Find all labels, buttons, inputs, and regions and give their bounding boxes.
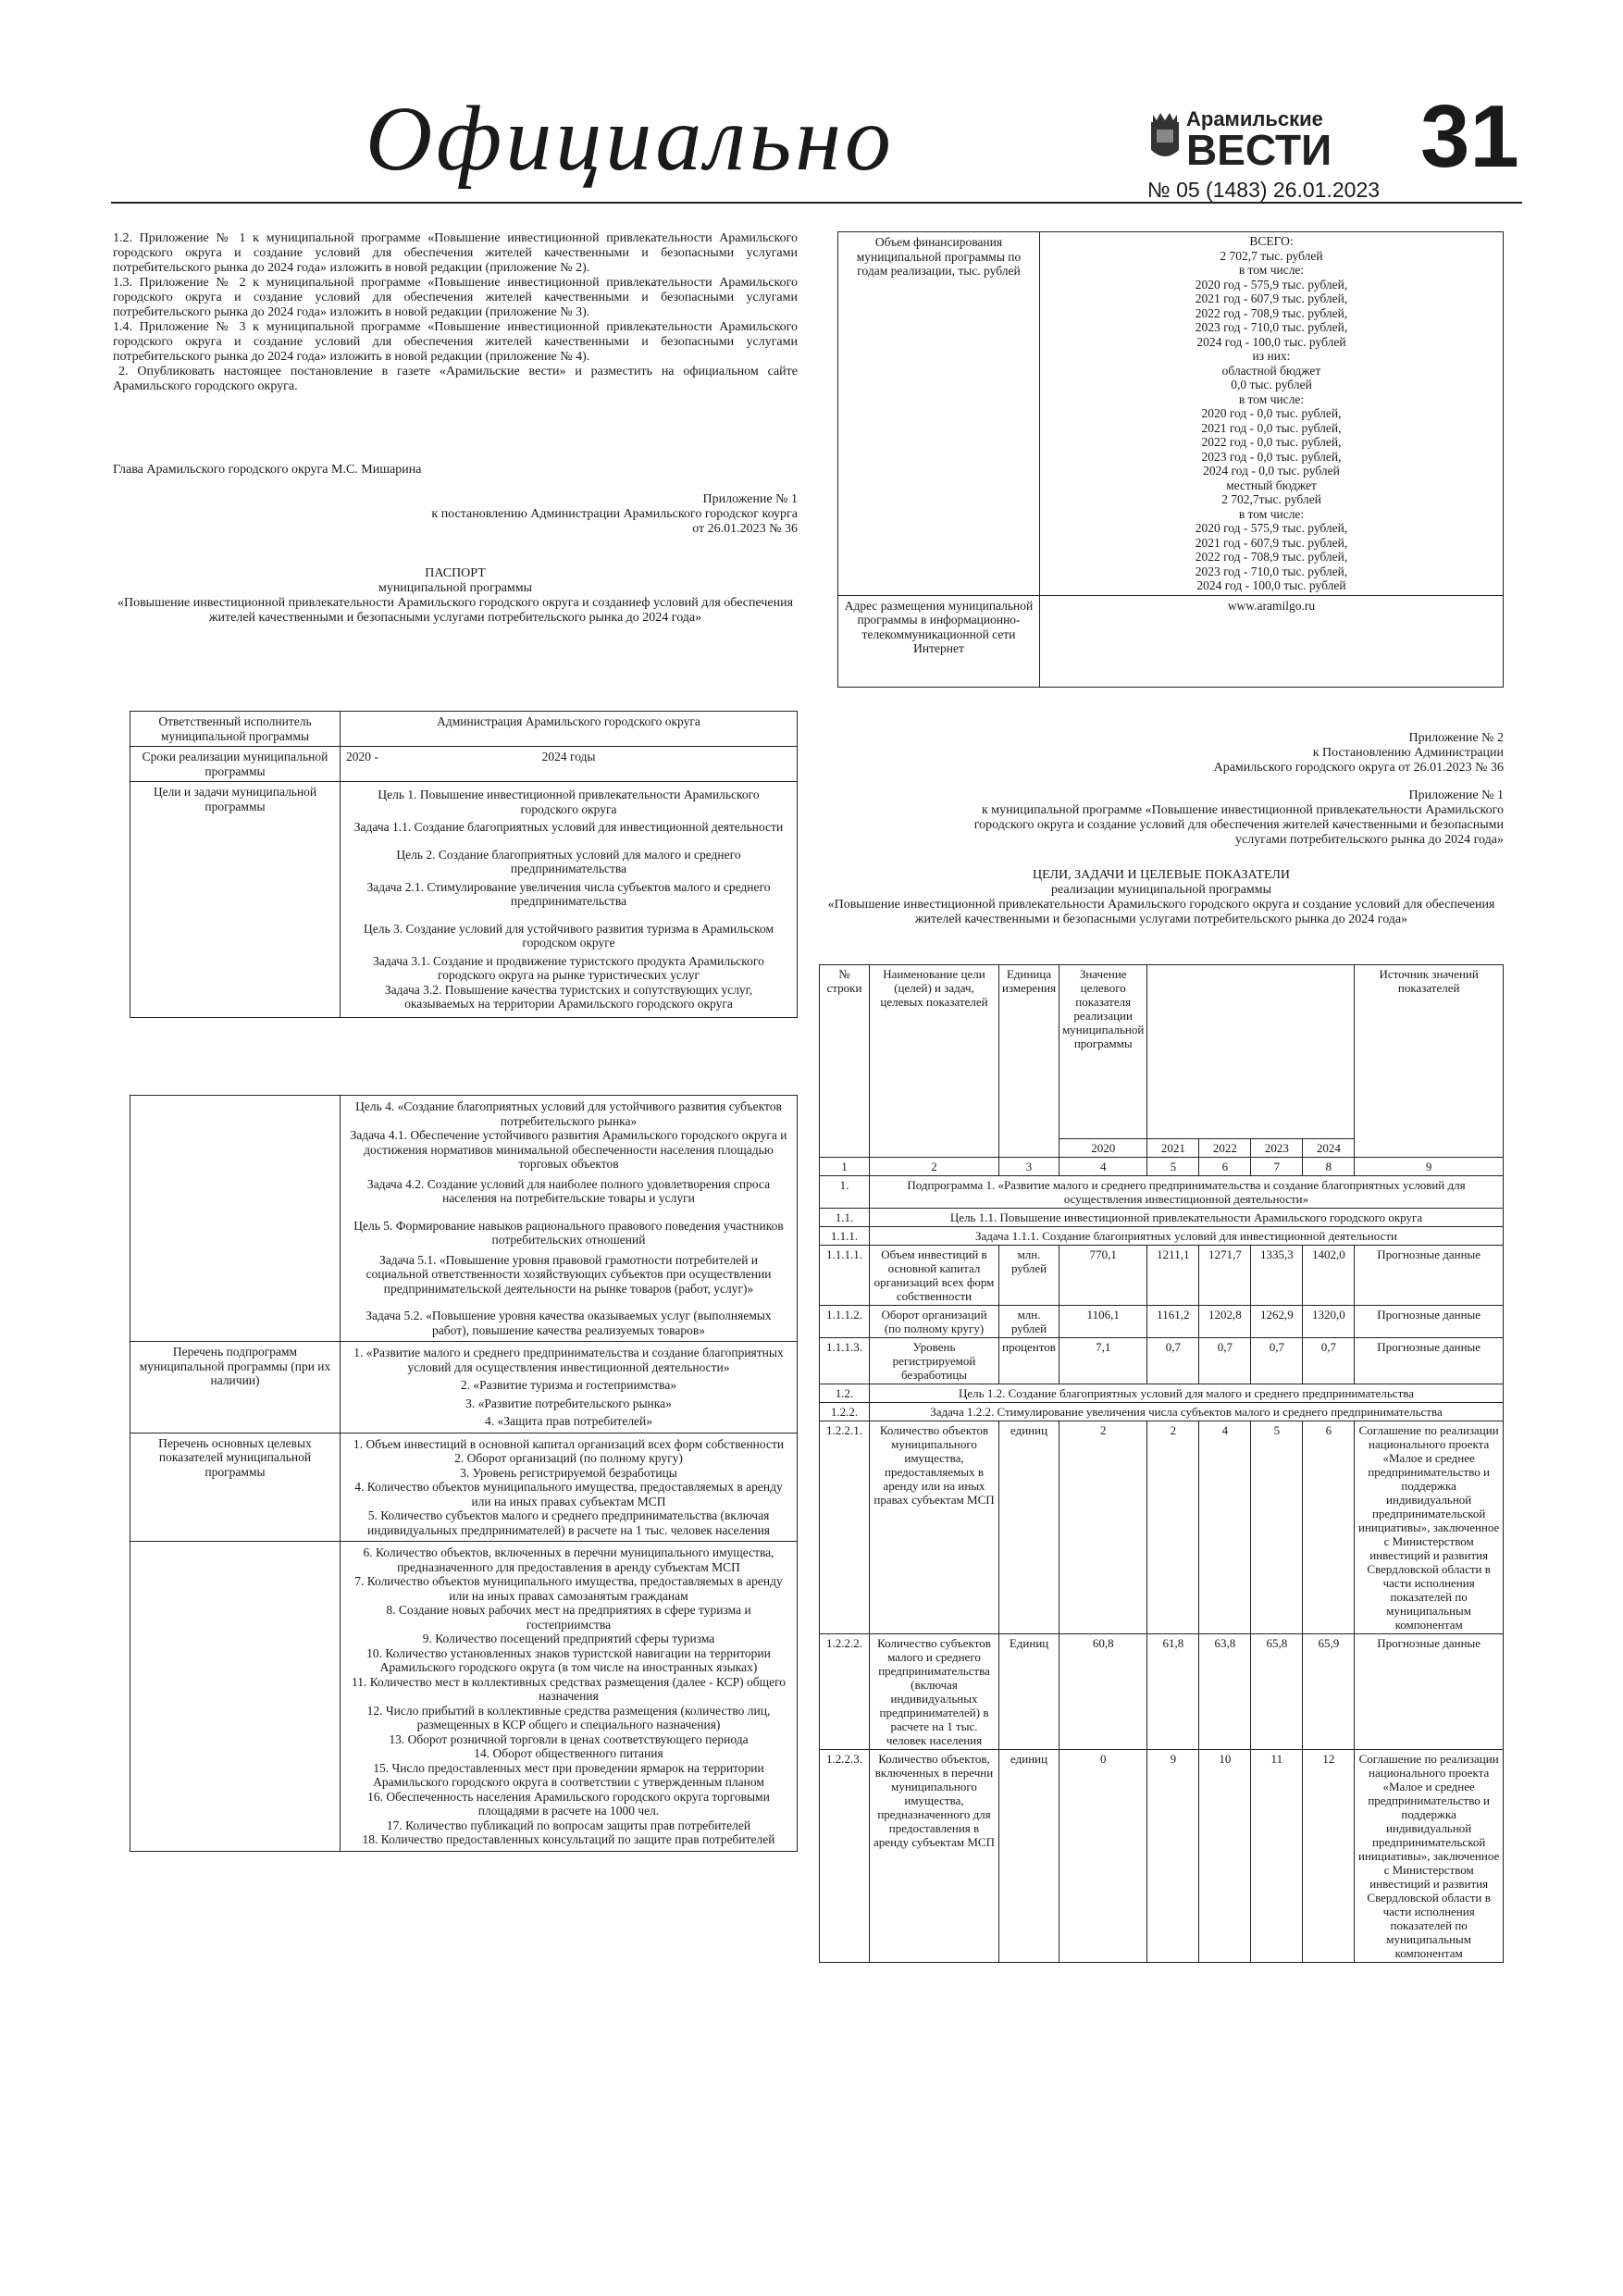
value-cell: 1202,8	[1199, 1306, 1251, 1338]
table-cell	[1040, 232, 1504, 596]
value-cell: 12	[1303, 1750, 1355, 1963]
intro-paragraph: 1.4. Приложение № 3 к муниципальной программе «Повышение инвестиционной привлекательности Арамильского городского округа и создание условий для обеспечения жителей качественными и безопасными услугами потребительского рынка до 2024 года» изложить в новой редакции (приложение № 4).	[113, 320, 798, 364]
subprogram-item: 2. «Развитие туризма и гостеприимства»	[460, 1378, 677, 1392]
table-row	[838, 232, 1504, 596]
indicator-row	[820, 1338, 1504, 1384]
table-cell	[341, 1096, 798, 1342]
goal-item: Цель 4. «Создание благоприятных условий для устойчивого развития субъектов потребительского рынка»	[355, 1099, 782, 1128]
table-cell: Цели и задачи муниципальной программы	[130, 782, 341, 1018]
value-cell: 1402,0	[1303, 1246, 1355, 1306]
table-row	[130, 747, 798, 782]
financing-line: в том числе:	[1238, 506, 1305, 521]
task-item: Задача 5.1. «Повышение уровня правовой грамотности потребителей и социальной ответственности хозяйствующих субъектов при осуществлении предпринимательской деятельности на рынке товаров (работ, услуг)»	[365, 1252, 772, 1296]
signature: Глава Арамильского городского округа М.С. Мишарина	[113, 463, 422, 477]
value-cell: 0,7	[1147, 1338, 1199, 1384]
table-row	[838, 595, 1504, 687]
intro-paragraph: 2. Опубликовать настоящее постановление в газете «Арамильские вести» и разместить на официальном сайте Арамильского городского округа.	[113, 365, 798, 393]
value-cell: 9	[1147, 1750, 1199, 1963]
value-cell: 1335,3	[1251, 1246, 1303, 1306]
indicator-item: 13. Оборот розничной торговли в ценах соответствующего периода	[389, 1731, 749, 1746]
year-header: 2020	[1059, 1139, 1147, 1158]
value-cell: 7,1	[1059, 1338, 1147, 1384]
financing-line: 2024 год - 100,0 тыс. рублей	[1196, 578, 1346, 592]
table-cell: Адрес размещения муниципальной программы в информационно-телекоммуникационной сети Интернет	[838, 595, 1040, 687]
table-cell	[1251, 965, 1303, 1139]
table-row	[130, 1096, 798, 1342]
appendix-line: городского округа и создание условий для обеспечения жителей качественными и безопасными	[973, 818, 1504, 832]
value-cell: 1262,9	[1251, 1306, 1303, 1338]
task-item: Задача 2.1. Стимулирование увеличения числа субъектов малого и среднего предпринимательства	[366, 879, 771, 908]
column-number: 5	[1147, 1158, 1199, 1176]
financing-line: 2024 год - 100,0 тыс. рублей	[1196, 334, 1346, 349]
appendix-line: Арамильского городского округа от 26.01.2023 № 36	[1213, 761, 1504, 775]
financing-line: местный бюджет	[1226, 478, 1317, 492]
appendix-line: к муниципальной программе «Повышение инвестиционной привлекательности Арамильского	[981, 803, 1504, 817]
value-cell: 0,7	[1303, 1338, 1355, 1384]
unit-cell: млн. рублей	[999, 1306, 1059, 1338]
financing-line: 2020 год - 575,9 тыс. рублей,	[1195, 277, 1348, 292]
indicator-item: 6. Количество объектов, включенных в перечни муниципального имущества, предназначенного для предоставления в аренду субъектам МСП	[363, 1545, 774, 1574]
passport-table-2	[130, 1095, 798, 1852]
appendix-line: к постановлению Администрации Арамильского городског коурга	[431, 507, 798, 521]
section-row	[820, 1227, 1504, 1246]
financing-line: 2020 год - 575,9 тыс. рублей,	[1195, 521, 1348, 535]
goal-item: Цель 1. Повышение инвестиционной привлекательности Арамильского городского округа	[378, 788, 760, 816]
row-number: 1.2.2.2.	[820, 1634, 870, 1750]
column-header: Наименование цели (целей) и задач, целевых показателей	[870, 965, 999, 1158]
value-cell: 770,1	[1059, 1246, 1147, 1306]
task-item: Задача 4.1. Обеспечение устойчивого развития Арамильского городского округа и достижения нормативов минимальной обеспеченности населения площадью торговых объектов	[350, 1128, 787, 1171]
indicator-item: 17. Количество публикаций по вопросам защиты прав потребителей	[386, 1818, 751, 1832]
page-number: 31	[1420, 87, 1519, 186]
financing-line: в том числе:	[1238, 263, 1305, 277]
indicator-item: 8. Создание новых рабочих мест на предприятиях в сфере туризма и гостеприимства	[386, 1603, 751, 1632]
value-cell: 1211,1	[1147, 1246, 1199, 1306]
table-cell	[130, 1096, 341, 1342]
appendix-line: от 26.01.2023 № 36	[692, 522, 798, 536]
goals-title: ЦЕЛИ, ЗАДАЧИ И ЦЕЛЕВЫЕ ПОКАЗАТЕЛИ	[1033, 868, 1290, 882]
goal-item: Цель 5. Формирование навыков рационального правового поведения участников потребительских отношений	[353, 1218, 784, 1247]
unit-cell: Единиц	[999, 1634, 1059, 1750]
newspaper-logo	[1147, 102, 1369, 176]
indicator-row	[820, 1306, 1504, 1338]
value-cell: 1271,7	[1199, 1246, 1251, 1306]
indicator-row	[820, 1421, 1504, 1634]
section-title: Подпрограмма 1. «Развитие малого и среднего предпринимательства и создание благоприятных условий для осуществления инвестиционной деятельности»	[870, 1176, 1504, 1209]
indicator-name: Уровень регистрируемой безработицы	[870, 1338, 999, 1384]
year-header: 2022	[1199, 1139, 1251, 1158]
indicator-rows-group-1	[820, 1246, 1504, 1384]
task-item: Задача 3.2. Повышение качества туристских и сопутствующих услуг, оказываемых на территории Арамильского городского округа	[384, 982, 753, 1011]
value-cell: 1106,1	[1059, 1306, 1147, 1338]
indicator-name: Объем инвестиций в основной капитал организаций всех форм собственности	[870, 1246, 999, 1306]
financing-line: 2022 год - 708,9 тыс. рублей,	[1195, 550, 1348, 564]
financing-line: 2021 год - 607,9 тыс. рублей,	[1195, 292, 1348, 305]
section-row	[820, 1384, 1504, 1403]
goal-item: Цель 2. Создание благоприятных условий для малого и среднего предпринимательства	[396, 847, 741, 875]
table-cell	[341, 782, 798, 1018]
source-cell: Прогнозные данные	[1355, 1306, 1504, 1338]
table-row	[130, 782, 798, 1018]
task-item: Задача 4.2. Создание условий для наиболее полного удовлетворения спроса населения на потребительские товары и услуги	[366, 1176, 771, 1205]
value-cell: 6	[1303, 1421, 1355, 1634]
row-number: 1.1.	[820, 1209, 870, 1227]
source-cell: Соглашение по реализации национального проекта «Малое и среднее предпринимательство и поддержка индивидуальной предпринимательской инициативы», заключенное с Министерством инвестиций и развития Свердловской области в части исполнения показателей по муниципальным компонентам	[1355, 1750, 1504, 1963]
indicator-item: 2. Оборот организаций (по полному кругу)	[454, 1451, 683, 1465]
financing-line: 2021 год - 0,0 тыс. рублей,	[1201, 420, 1342, 435]
passport-program-name: «Повышение инвестиционной привлекательности Арамильского городского округа и созданиеф условий для обеспечения жителей качественными и безопасными услугами потребительского рынка до 2024 года»	[117, 596, 794, 625]
unit-cell: единиц	[999, 1421, 1059, 1634]
value-cell: 4	[1199, 1421, 1251, 1634]
logo-top-text: Арамильские	[1186, 107, 1323, 130]
table-cell: www.aramilgo.ru	[1040, 595, 1504, 687]
table-cell	[341, 1433, 798, 1542]
row-number: 1.1.1.3.	[820, 1338, 870, 1384]
financing-line: областной бюджет	[1221, 363, 1321, 378]
indicator-name: Количество субъектов малого и среднего предпринимательства (включая индивидуальных предпринимателей) в расчете на 1 тыс. человек населения	[870, 1634, 999, 1750]
year-header: 2024	[1303, 1139, 1355, 1158]
column-header: Источник значений показателей	[1355, 965, 1504, 1158]
financing-line: 0,0 тыс. рублей	[1231, 378, 1312, 391]
table-cell: Перечень основных целевых показателей муниципальной программы	[130, 1433, 341, 1542]
column-number: 3	[999, 1158, 1059, 1176]
financing-line: 2023 год - 710,0 тыс. рублей,	[1195, 564, 1348, 578]
indicator-item: 7. Количество объектов муниципального имущества, предоставляемых в аренду или на иных правах самозанятым гражданам	[354, 1574, 783, 1603]
financing-line: 2024 год - 0,0 тыс. рублей	[1203, 464, 1340, 478]
intro-paragraph: 1.3. Приложение № 2 к муниципальной программе «Повышение инвестиционной привлекательности Арамильского городского округа и создание условий для обеспечения жителей качественными и безопасными услугами потребительского рынка до 2024 года» изложить в новой редакции (приложение № 3).	[113, 276, 798, 319]
financing-line: 2023 год - 0,0 тыс. рублей,	[1201, 449, 1342, 464]
header-rule	[111, 202, 1522, 204]
table-cell: Объем финансирования муниципальной программы по годам реализации, тыс. рублей	[838, 232, 1040, 596]
indicator-row	[820, 1750, 1504, 1963]
section-row	[820, 1209, 1504, 1227]
goals-indicators-table	[819, 964, 1504, 1963]
indicator-rows-group-2	[820, 1421, 1504, 1963]
value-cell: 0,7	[1199, 1338, 1251, 1384]
task-item: Задача 1.1. Создание благоприятных условий для инвестиционной деятельности	[353, 820, 784, 834]
year-header: 2021	[1147, 1139, 1199, 1158]
financing-line: 2 702,7тыс. рублей	[1221, 492, 1321, 506]
appendix-line: услугами потребительского рынка до 2024 года»	[1235, 833, 1504, 847]
period-to: 2024 годы	[541, 750, 596, 763]
row-number: 1.2.2.3.	[820, 1750, 870, 1963]
value-cell: 1161,2	[1147, 1306, 1199, 1338]
table-row	[130, 712, 798, 747]
table-cell: Перечень подпрограмм муниципальной программы (при их наличии)	[130, 1342, 341, 1433]
section-title: Цель 1.1. Повышение инвестиционной привлекательности Арамильского городского округа	[870, 1209, 1504, 1227]
financing-table	[837, 231, 1504, 688]
column-number: 7	[1251, 1158, 1303, 1176]
column-number: 8	[1303, 1158, 1355, 1176]
source-cell: Прогнозные данные	[1355, 1246, 1504, 1306]
column-number: 1	[820, 1158, 870, 1176]
goals-heading	[819, 868, 1504, 927]
financing-line: 2020 год - 0,0 тыс. рублей,	[1201, 406, 1342, 420]
row-number: 1.1.1.1.	[820, 1246, 870, 1306]
appendix-line: Приложение № 2	[1408, 731, 1504, 745]
financing-line: 2021 год - 607,9 тыс. рублей,	[1195, 535, 1348, 550]
passport-heading	[113, 566, 798, 626]
passport-table-1	[130, 711, 798, 1018]
column-header: Значение целевого показателя реализации муниципальной программы	[1059, 965, 1147, 1139]
period-from: 2020 -	[346, 750, 378, 763]
intro-text	[113, 231, 798, 394]
indicator-name: Количество объектов, включенных в перечни муниципального имущества, предназначенного для предоставления в аренду субъектам МСП	[870, 1750, 999, 1963]
row-number: 1.2.2.	[820, 1403, 870, 1421]
year-header: 2023	[1251, 1139, 1303, 1158]
table-cell	[1303, 965, 1355, 1139]
row-number: 1.2.	[820, 1384, 870, 1403]
indicator-row	[820, 1634, 1504, 1750]
table-cell: Сроки реализации муниципальной программы	[130, 747, 341, 782]
indicator-item: 16. Обеспеченность населения Арамильского городского округа торговыми площадями в расчете на 1000 чел.	[367, 1789, 770, 1818]
indicator-item: 1. Объем инвестиций в основной капитал организаций всех форм собственности	[353, 1436, 785, 1451]
value-cell: 61,8	[1147, 1634, 1199, 1750]
value-cell: 1320,0	[1303, 1306, 1355, 1338]
indicator-row	[820, 1246, 1504, 1306]
indicator-item: 11. Количество мест в коллективных средствах размещения (далее - КСР) общего назначения	[351, 1674, 787, 1703]
unit-cell: млн. рублей	[999, 1246, 1059, 1306]
indicator-item: 5. Количество субъектов малого и среднего предпринимательства (включая индивидуальных предпринимателей) в расчете на 1 тыс. человек населения	[366, 1508, 771, 1537]
section-title: Задача 1.2.2. Стимулирование увеличения числа субъектов малого и среднего предпринимательства	[870, 1403, 1504, 1421]
goal-item: Цель 3. Создание условий для устойчивого развития туризма в Арамильском городском округе	[363, 921, 774, 949]
financing-line: 2 702,7 тыс. рублей	[1220, 248, 1323, 263]
unit-cell: процентов	[999, 1338, 1059, 1384]
value-cell: 2	[1147, 1421, 1199, 1634]
subprogram-item: 3. «Развитие потребительского рынка»	[465, 1396, 672, 1410]
financing-line: 2023 год - 710,0 тыс. рублей,	[1195, 320, 1348, 334]
row-number: 1.1.1.	[820, 1227, 870, 1246]
column-header: № строки	[820, 965, 870, 1158]
value-cell: 0,7	[1251, 1338, 1303, 1384]
value-cell: 2	[1059, 1421, 1147, 1634]
table-cell	[1147, 965, 1199, 1139]
section-title: Цель 1.2. Создание благоприятных условий для малого и среднего предпринимательства	[870, 1384, 1504, 1403]
column-number: 6	[1199, 1158, 1251, 1176]
source-cell: Соглашение по реализации национального проекта «Малое и среднее предпринимательство и поддержка индивидуальной предпринимательской инициативы», заключенное с Министерством инвестиций и развития Свердловской области в части исполнения показателей по муниципальным компонентам	[1355, 1421, 1504, 1634]
row-number: 1.	[820, 1176, 870, 1209]
intro-paragraph: 1.2. Приложение № 1 к муниципальной программе «Повышение инвестиционной привлекательности Арамильского городского округа и создание условий для обеспечения жителей качественными и безопасными услугами потребительского рынка до 2024 года» изложить в новой редакции (приложение № 2).	[113, 231, 798, 275]
value-cell: 60,8	[1059, 1634, 1147, 1750]
table-row	[130, 1542, 798, 1852]
passport-title: ПАСПОРТ	[425, 566, 486, 580]
indicator-item: 15. Число предоставленных мест при проведении ярмарок на территории Арамильского городского округа в соответствии с утвержденным планом	[373, 1760, 764, 1789]
section-title: Задача 1.1.1. Создание благоприятных условий для инвестиционной деятельности	[870, 1227, 1504, 1246]
financing-line: 2022 год - 708,9 тыс. рублей,	[1195, 305, 1348, 320]
table-cell: Администрация Арамильского городского округа	[341, 712, 798, 747]
indicator-item: 10. Количество установленных знаков туристской навигации на территории Арамильского городского округа (в том числе на иностранных языках)	[366, 1645, 771, 1674]
subprogram-item: 4. «Защита прав потребителей»	[484, 1414, 653, 1428]
row-number: 1.1.1.2.	[820, 1306, 870, 1338]
column-number: 9	[1355, 1158, 1504, 1176]
value-cell: 63,8	[1199, 1634, 1251, 1750]
table-cell: Ответственный исполнитель муниципальной программы	[130, 712, 341, 747]
column-number-row	[820, 1158, 1504, 1176]
logo-bottom-text: ВЕСТИ	[1186, 126, 1332, 174]
table-cell	[341, 1342, 798, 1433]
column-number: 4	[1059, 1158, 1147, 1176]
issue-info: № 05 (1483) 26.01.2023	[1147, 178, 1381, 202]
indicator-item: 3. Уровень регистрируемой безработицы	[460, 1465, 677, 1480]
value-cell: 65,9	[1303, 1634, 1355, 1750]
financing-line: 2022 год - 0,0 тыс. рублей,	[1201, 435, 1342, 449]
column-header: Единица измерения	[999, 965, 1059, 1158]
goals-program-name: «Повышение инвестиционной привлекательности Арамильского городского округа и создание условий для обеспечения жителей качественными и безопасными услугами потребительского рынка до 2024 года»	[827, 898, 1495, 926]
coat-of-arms-icon	[1151, 113, 1179, 156]
indicator-item: 18. Количество предоставленных консультаций по защите прав потребителей	[362, 1832, 775, 1846]
value-cell: 0	[1059, 1750, 1147, 1963]
financing-line: ВСЕГО:	[1249, 234, 1294, 248]
section-title: Официально	[365, 87, 895, 190]
unit-cell: единиц	[999, 1750, 1059, 1963]
table-cell	[1199, 965, 1251, 1139]
value-cell: 10	[1199, 1750, 1251, 1963]
passport-subtitle: муниципальной программы	[378, 581, 533, 595]
column-number: 2	[870, 1158, 999, 1176]
appendix-1-ref	[278, 492, 798, 537]
table-row	[130, 1433, 798, 1542]
indicator-item: 14. Оборот общественного питания	[474, 1746, 663, 1760]
appendix-line: Приложение № 1	[702, 492, 798, 506]
value-cell: 11	[1251, 1750, 1303, 1963]
appendix-line: Приложение № 1	[1408, 788, 1504, 802]
value-cell: 5	[1251, 1421, 1303, 1634]
subprogram-item: 1. «Развитие малого и среднего предпринимательства и создание благоприятных условий для осуществления инвестиционной деятельности»	[353, 1346, 784, 1374]
appendix-2-ref	[837, 731, 1504, 776]
indicator-item: 9. Количество посещений предприятий сферы туризма	[422, 1632, 715, 1645]
section-row	[820, 1176, 1504, 1209]
appendix-1-program-ref	[814, 788, 1504, 848]
source-cell: Прогнозные данные	[1355, 1634, 1504, 1750]
task-item: Задача 5.2. «Повышение уровня качества оказываемых услуг (выполняемых работ), повышение качества реализуемых товаров»	[365, 1309, 772, 1337]
table-cell	[341, 1542, 798, 1852]
financing-line: из них:	[1252, 349, 1291, 363]
row-number: 1.2.2.1.	[820, 1421, 870, 1634]
table-cell	[341, 747, 798, 782]
task-item: Задача 3.1. Создание и продвижение туристского продукта Арамильского городского округа на рынке туристических услуг	[373, 953, 764, 982]
table-header-row	[820, 965, 1504, 1139]
section-row	[820, 1403, 1504, 1421]
indicator-name: Количество объектов муниципального имущества, предоставляемых в аренду или на иных правах субъектам МСП	[870, 1421, 999, 1634]
source-cell: Прогнозные данные	[1355, 1338, 1504, 1384]
indicator-name: Оборот организаций (по полному кругу)	[870, 1306, 999, 1338]
financing-line: в том числе:	[1238, 391, 1305, 406]
indicator-item: 4. Количество объектов муниципального имущества, предоставляемых в аренду или на иных правах субъектам МСП	[354, 1480, 783, 1508]
appendix-line: к Постановлению Администрации	[1312, 746, 1504, 760]
table-row	[130, 1342, 798, 1433]
indicator-item: 12. Число прибытий в коллективные средства размещения (количество лиц, размещенных в КСР общего и специального назначения)	[366, 1703, 771, 1731]
value-cell: 65,8	[1251, 1634, 1303, 1750]
table-cell	[130, 1542, 341, 1852]
goals-subtitle: реализации муниципальной программы	[1050, 883, 1271, 897]
